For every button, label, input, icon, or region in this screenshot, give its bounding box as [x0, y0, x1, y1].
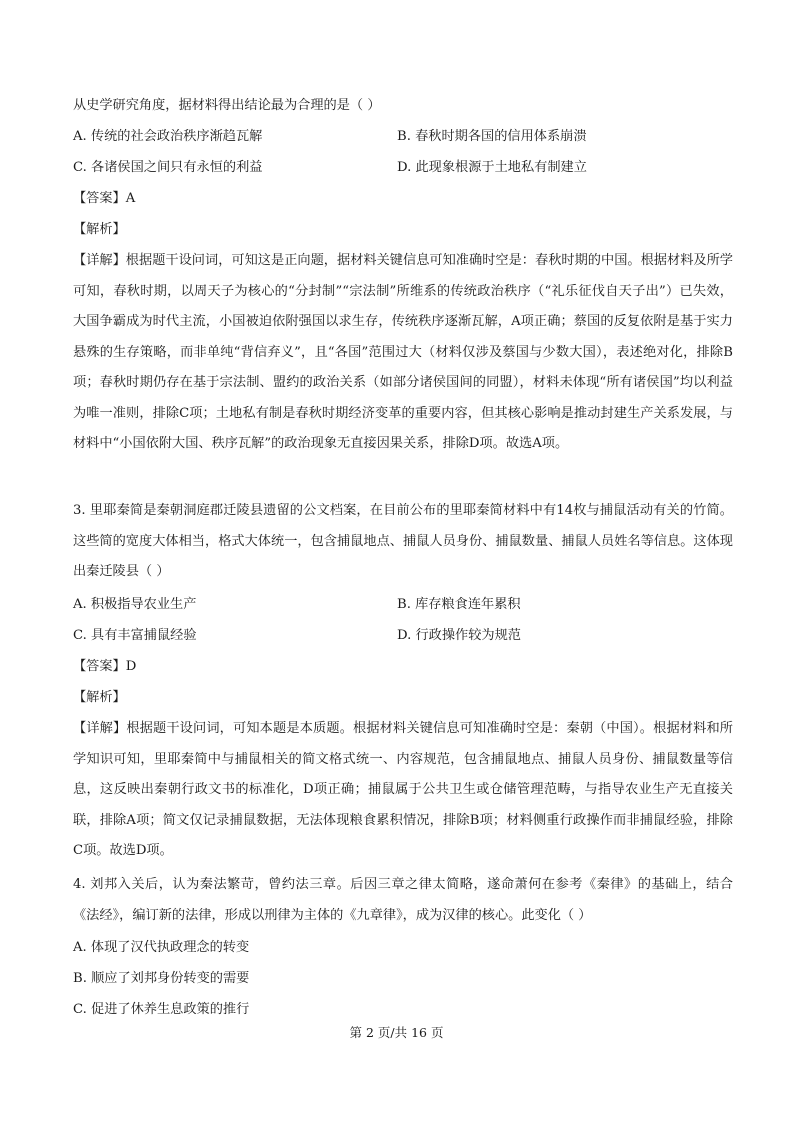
- q3-option-c: C. 具有丰富捕鼠经验: [73, 628, 197, 643]
- q2-stem: 从史学研究角度，据材料得出结论最为合理的是（ ）: [73, 98, 381, 113]
- q3-option-a: A. 积极指导农业生产: [73, 597, 197, 612]
- q4-option-b: B. 顺应了刘邦身份转变的需要: [73, 971, 250, 986]
- q4-option-c: C. 促进了休养生息政策的推行: [73, 1002, 250, 1017]
- q2-detail: 【详解】根据题干设问词，可知这是正向题，据材料关键信息可知准确时空是：春秋时期的中国。根据材料及所学可知，春秋时期，以周天子为核心的“分封制”“宗法制”所维系的传统政治秩序（“礼乐征伐自天子出”）已失效，大国争霸成为时代主流，小国被迫依附强国以求生存，传统秩序逐渐瓦解，A项正确；蔡国的反复依附是基于实力悬殊的生存策略，而非单纯“背信弃义”，且“各国”范围过大（材料仅涉及蔡国与少数大国），表述绝对化，排除B项；春秋时期仍存在基于宗法制、盟约的政治关系（如部分诸侯国间的同盟），材料未体现“所有诸侯国”均以利益为唯一准则，排除C项；土地私有制是春秋时期经济变革的重要内容，但其核心影响是推动封建生产关系发展，与材料中“小国依附大国、秩序瓦解”的政治现象无直接因果关系，排除D项。故选A项。: [73, 253, 733, 451]
- q2-answer: 【答案】A: [73, 191, 136, 206]
- q2-analysis-label: 【解析】: [73, 222, 126, 237]
- q3-stem: 3. 里耶秦简是秦朝洞庭郡迁陵县遗留的公文档案，在目前公布的里耶秦简材料中有14枚与捕鼠活动有关的竹简。这些简的宽度大体相当，格式大体统一，包含捕鼠地点、捕鼠人员身份、捕鼠数量、捕鼠人员姓名等信息。这体现出秦迁陵县（ ）: [73, 503, 733, 579]
- q3-option-b: B. 库存粮食连年累积: [397, 597, 521, 612]
- q4-option-a: A. 体现了汉代执政理念的转变: [73, 940, 250, 955]
- q3-analysis-label: 【解析】: [73, 690, 126, 705]
- q2-option-b: B. 春秋时期各国的信用体系崩溃: [397, 129, 587, 144]
- q3-detail: 【详解】根据题干设问词，可知本题是本质题。根据材料关键信息可知准确时空是：秦朝（中国）。根据材料和所学知识可知，里耶秦简中与捕鼠相关的简文格式统一、内容规范，包含捕鼠地点、捕鼠人员身份、捕鼠数量等信息，这反映出秦朝行政文书的标准化，D项正确；捕鼠属于公共卫生或仓储管理范畴，与指导农业生产无直接关联，排除A项；简文仅记录捕鼠数据，无法体现粮食累积情况，排除B项；材料侧重行政操作而非捕鼠经验，排除C项。故选D项。: [73, 721, 733, 858]
- q3-option-d: D. 行政操作较为规范: [397, 628, 521, 643]
- q2-option-c: C. 各诸侯国之间只有永恒的利益: [73, 160, 263, 175]
- q4-stem: 4. 刘邦入关后，认为秦法繁苛，曾约法三章。后因三章之律太简略，遂命萧何在参考《秦律》的基础上，结合《法经》，编订新的法律，形成以刑律为主体的《九章律》，成为汉律的核心。此变化（ ）: [73, 877, 733, 923]
- q3-answer: 【答案】D: [73, 659, 137, 674]
- q2-option-d: D. 此现象根源于土地私有制建立: [397, 160, 587, 175]
- q2-option-a: A. 传统的社会政治秩序渐趋瓦解: [73, 129, 263, 144]
- page-footer: 第 2 页/共 16 页: [349, 1025, 444, 1040]
